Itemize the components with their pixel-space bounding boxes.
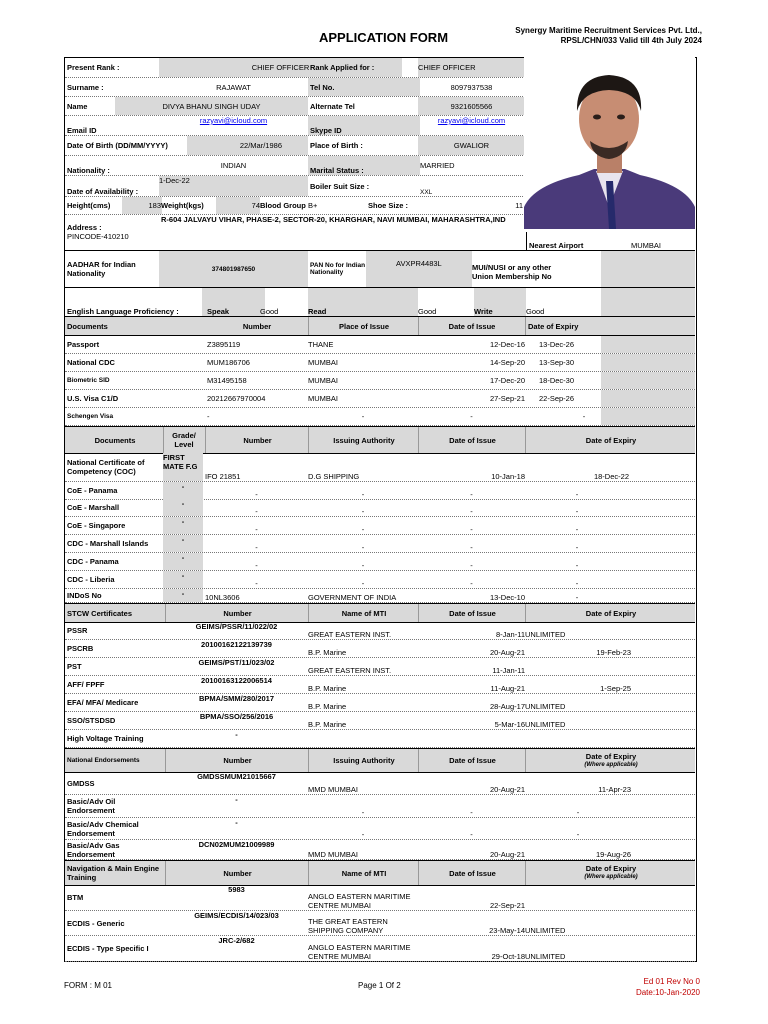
revision-number: Ed 01 Rev No 0 bbox=[643, 977, 700, 986]
shoe-value[interactable]: 11 bbox=[515, 201, 523, 210]
write-label: Write bbox=[474, 288, 526, 316]
endorse-number[interactable]: - bbox=[235, 818, 238, 827]
stcw-header-expiry: Date of Expiry bbox=[525, 604, 696, 622]
revision-date: Date:10-Jan-2020 bbox=[635, 988, 700, 997]
nav-issue[interactable]: 29-Oct-18 bbox=[491, 952, 525, 961]
endorse-number[interactable]: DCN02MUM21009989 bbox=[198, 840, 275, 849]
stcw-issue[interactable]: 20-Aug-21 bbox=[489, 648, 525, 657]
coc-header-expiry: Date of Expiry bbox=[525, 427, 696, 453]
coc-doc: National Certificate of Competency (COC) bbox=[67, 458, 145, 476]
form-number: FORM : M 01 bbox=[64, 981, 113, 990]
table-row bbox=[65, 730, 695, 748]
row-email bbox=[65, 116, 525, 136]
address-label: Address : bbox=[67, 223, 102, 232]
doc-number[interactable]: M31495158 bbox=[207, 376, 247, 385]
write-value[interactable]: Good bbox=[526, 307, 545, 316]
endorse-number[interactable]: - bbox=[235, 795, 238, 804]
coc-header-issue: Date of Issue bbox=[418, 427, 526, 453]
doc-expiry[interactable]: - bbox=[582, 412, 586, 421]
doc-name: National CDC bbox=[67, 358, 115, 367]
coc-grade[interactable]: - bbox=[163, 589, 203, 602]
english-label: English Language Proficiency : bbox=[67, 307, 179, 316]
stcw-cert: SSO/STSDSD bbox=[67, 716, 116, 725]
marital-value[interactable]: MARRIED bbox=[420, 161, 455, 170]
stcw-number[interactable]: - bbox=[235, 730, 238, 739]
stcw-issue[interactable]: 5-Mar-16 bbox=[494, 720, 525, 729]
availability-label: Date of Availability : bbox=[67, 187, 139, 196]
stcw-expiry[interactable] bbox=[525, 658, 695, 675]
email-label: Email ID bbox=[67, 126, 97, 135]
read-value[interactable]: Good bbox=[418, 307, 437, 316]
blood-label: Blood Group bbox=[260, 201, 306, 210]
nav-expiry[interactable] bbox=[525, 885, 695, 910]
airport-value[interactable]: MUMBAI bbox=[631, 241, 661, 250]
nav-issue[interactable]: 22-Sep-21 bbox=[489, 901, 525, 910]
shoe-label: Shoe Size : bbox=[368, 201, 409, 210]
coc-grade[interactable]: - bbox=[163, 553, 203, 570]
coc-number[interactable]: 10NL3606 bbox=[205, 593, 240, 602]
endorse-header-number: Number bbox=[165, 749, 309, 772]
stcw-expiry[interactable]: UNLIMITED bbox=[525, 702, 566, 711]
stcw-number[interactable]: GEIMS/PST/11/023/02 bbox=[198, 658, 275, 667]
coc-grade[interactable]: - bbox=[163, 499, 203, 516]
table-row bbox=[65, 390, 695, 408]
endorse-header-cert: National Endorsements bbox=[67, 757, 140, 764]
coc-doc: INDoS No bbox=[67, 591, 102, 600]
stcw-number[interactable]: GEIMS/PSSR/11/022/02 bbox=[195, 622, 278, 631]
endorse-number[interactable]: GMDSSMUM21015667 bbox=[197, 772, 276, 781]
endorse-cert: Basic/Adv Oil Endorsement bbox=[67, 797, 116, 815]
table-row bbox=[65, 354, 695, 372]
coc-grade[interactable]: FIRST MATE F.G bbox=[163, 453, 203, 481]
availability-value[interactable]: 1-Dec-22 bbox=[159, 176, 308, 196]
table-row bbox=[65, 453, 695, 482]
coc-issue[interactable]: - bbox=[470, 490, 473, 499]
endorse-cert: Basic/Adv Chemical Endorsement bbox=[67, 819, 139, 838]
stcw-cert: PSSR bbox=[67, 626, 88, 635]
nav-header-expiry bbox=[525, 861, 696, 885]
stcw-cert: PSCRB bbox=[67, 644, 94, 653]
doc-issue[interactable]: 17-Dec-20 bbox=[489, 376, 525, 385]
coc-number[interactable]: - bbox=[255, 543, 258, 552]
coc-issue[interactable]: 13-Dec-10 bbox=[489, 593, 525, 602]
coc-doc: CoE - Panama bbox=[67, 486, 118, 495]
stcw-mti[interactable]: B.P. Marine bbox=[308, 720, 347, 729]
doc-number[interactable]: Z3895119 bbox=[207, 340, 241, 349]
table-row bbox=[65, 482, 695, 500]
endorse-authority[interactable]: - bbox=[361, 830, 365, 839]
rank-applied-value[interactable]: CHIEF OFFICER bbox=[418, 58, 525, 77]
marital-label: Marital Status : bbox=[308, 156, 420, 175]
skype-link[interactable]: razyavi@icloud.com bbox=[437, 116, 506, 125]
company-name: Synergy Maritime Recruitment Services Pvt. Ltd., bbox=[515, 26, 702, 35]
doc-filler bbox=[601, 390, 695, 407]
coc-authority[interactable]: - bbox=[361, 525, 365, 534]
table-row bbox=[65, 372, 695, 390]
nav-cert: ECDIS - Type Specific I bbox=[67, 944, 149, 953]
coc-authority[interactable]: - bbox=[361, 507, 365, 516]
coc-header-grade: Grade/ Level bbox=[163, 427, 204, 453]
mui-value[interactable] bbox=[601, 251, 695, 287]
weight-label: Weight(kgs) bbox=[161, 201, 204, 210]
dob-label: Date Of Birth (DD/MM/YYYY) bbox=[67, 141, 168, 150]
docs-header-number: Number bbox=[242, 321, 272, 331]
table-row bbox=[65, 818, 695, 840]
nav-expiry[interactable]: UNLIMITED bbox=[525, 952, 566, 961]
table-row bbox=[65, 517, 695, 535]
coc-grade[interactable]: - bbox=[163, 571, 203, 588]
coc-expiry[interactable]: - bbox=[575, 525, 579, 534]
endorse-expiry-title: Date of Expiry bbox=[585, 751, 637, 761]
rank-applied-label: Rank Applied for : bbox=[310, 63, 375, 72]
stcw-mti[interactable]: GREAT EASTERN INST. bbox=[308, 666, 392, 675]
pob-value[interactable]: GWALIOR bbox=[418, 136, 525, 155]
endorse-header-authority: Issuing Authority bbox=[308, 749, 419, 772]
coc-grade[interactable]: - bbox=[163, 535, 203, 552]
nav-cert: BTM bbox=[67, 893, 84, 902]
table-row bbox=[65, 911, 695, 936]
coc-issue[interactable]: - bbox=[470, 543, 473, 552]
doc-issue[interactable]: 14-Sep-20 bbox=[489, 358, 525, 367]
doc-place[interactable]: MUMBAI bbox=[308, 394, 338, 403]
doc-name: Passport bbox=[67, 340, 100, 349]
doc-expiry[interactable]: 13-Sep-30 bbox=[539, 358, 575, 367]
stcw-expiry[interactable]: UNLIMITED bbox=[525, 630, 566, 639]
coc-authority[interactable]: - bbox=[361, 490, 365, 499]
coc-grade[interactable]: - bbox=[163, 482, 203, 499]
coc-issue[interactable]: - bbox=[470, 579, 473, 588]
stcw-cert: AFF/ FPFF bbox=[67, 680, 105, 689]
revision-info bbox=[636, 976, 700, 998]
endorse-expiry[interactable]: 11-Apr-23 bbox=[598, 785, 631, 794]
endorse-expiry-note: (Where applicable) bbox=[584, 761, 638, 768]
doc-number[interactable]: 20212667970004 bbox=[207, 394, 266, 403]
coc-expiry[interactable]: 18-Dec-22 bbox=[593, 472, 629, 481]
stcw-expiry[interactable]: 19-Feb-23 bbox=[596, 648, 631, 657]
nav-mti[interactable]: THE GREAT EASTERN SHIPPING COMPANY bbox=[308, 917, 388, 935]
present-rank-label: Present Rank : bbox=[67, 63, 120, 72]
nav-header-mti: Name of MTI bbox=[308, 861, 419, 885]
coc-header bbox=[65, 426, 695, 454]
aadhar-value[interactable]: 374801987650 bbox=[159, 251, 308, 287]
read-label: Read bbox=[308, 288, 418, 316]
speak-value[interactable]: Good bbox=[260, 307, 279, 316]
doc-filler bbox=[601, 408, 695, 425]
table-row bbox=[65, 553, 695, 571]
stcw-cert: EFA/ MFA/ Medicare bbox=[67, 698, 139, 707]
coc-expiry[interactable]: - bbox=[575, 507, 579, 516]
coc-authority[interactable]: GOVERNMENT OF INDIA bbox=[308, 593, 397, 602]
table-row bbox=[65, 658, 695, 676]
stcw-header-cert: STCW Certificates bbox=[67, 608, 133, 618]
nav-expiry-note: (Where applicable) bbox=[584, 874, 638, 880]
coc-authority[interactable]: - bbox=[361, 579, 365, 588]
stcw-mti[interactable]: GREAT EASTERN INST. bbox=[308, 630, 392, 639]
endorse-cert: Basic/Adv Gas Endorsement bbox=[67, 840, 120, 859]
table-row bbox=[65, 885, 695, 911]
endorse-expiry[interactable]: - bbox=[576, 830, 580, 839]
table-row bbox=[65, 535, 695, 553]
table-row bbox=[65, 840, 695, 860]
stcw-issue[interactable] bbox=[418, 730, 525, 747]
nav-mti[interactable]: ANGLO EASTERN MARITIME CENTRE MUMBAI bbox=[308, 943, 411, 961]
docs-header-issue: Date of Issue bbox=[418, 317, 525, 335]
portrait-image bbox=[524, 57, 695, 229]
stcw-expiry[interactable] bbox=[525, 730, 695, 747]
nationality-value[interactable]: INDIAN bbox=[220, 161, 247, 170]
stcw-issue[interactable]: 28-Aug-17 bbox=[489, 702, 525, 711]
pan-label: PAN No for Indian Nationality bbox=[310, 262, 366, 276]
weight-value[interactable]: 74 bbox=[216, 197, 260, 214]
coc-grade[interactable]: - bbox=[163, 517, 203, 534]
nav-header-number: Number bbox=[165, 861, 309, 885]
dob-value[interactable]: 22/Mar/1986 bbox=[187, 136, 308, 155]
stcw-number[interactable]: BPMA/SMM/280/2017 bbox=[198, 694, 275, 703]
tel-label: Tel No. bbox=[308, 78, 420, 96]
doc-place[interactable]: - bbox=[361, 412, 365, 421]
endorse-header-expiry bbox=[525, 749, 696, 772]
row-english bbox=[65, 288, 695, 317]
nav-header bbox=[65, 860, 695, 886]
doc-name: U.S. Visa C1/D bbox=[67, 394, 119, 403]
coc-doc: CDC - Liberia bbox=[67, 575, 115, 584]
stcw-number[interactable]: 20100163122006514 bbox=[201, 676, 272, 685]
alt-tel-label: Alternate Tel bbox=[310, 101, 355, 111]
mui-label: MUI/NUSI or any other Union Membership No bbox=[472, 263, 552, 281]
coc-authority[interactable]: - bbox=[361, 561, 365, 570]
endorse-expiry[interactable]: 19-Aug-26 bbox=[595, 850, 631, 859]
endorse-expiry[interactable]: - bbox=[576, 808, 580, 817]
doc-number[interactable]: MUM186706 bbox=[207, 358, 250, 367]
endorse-issue[interactable]: 20-Aug-21 bbox=[489, 785, 525, 794]
row-pincode bbox=[65, 232, 695, 251]
table-row bbox=[65, 640, 695, 658]
row-nationality bbox=[65, 156, 525, 176]
docs-header-expiry: Date of Expiry bbox=[525, 317, 628, 335]
aadhar-label: AADHAR for Indian Nationality bbox=[67, 260, 136, 278]
table-row bbox=[65, 622, 695, 640]
row-rank bbox=[65, 58, 525, 78]
nav-expiry-title: Date of Expiry bbox=[585, 864, 637, 873]
doc-filler bbox=[601, 354, 695, 371]
company-info bbox=[515, 26, 702, 46]
coc-doc: CoE - Singapore bbox=[67, 521, 126, 530]
stcw-issue[interactable]: 8-Jan-11 bbox=[495, 630, 525, 639]
doc-expiry[interactable]: 18-Dec-30 bbox=[539, 376, 575, 385]
skype-label: Skype ID bbox=[308, 116, 420, 135]
doc-number[interactable]: - bbox=[207, 412, 210, 421]
table-row bbox=[65, 772, 695, 795]
row-availability bbox=[65, 176, 525, 197]
airport-label: Nearest Airport bbox=[526, 232, 632, 250]
nav-header-issue: Date of Issue bbox=[418, 861, 526, 885]
docs-header-place: Place of Issue bbox=[308, 317, 419, 335]
endorse-issue[interactable]: - bbox=[470, 830, 473, 839]
table-row bbox=[65, 408, 695, 426]
coc-issue[interactable]: - bbox=[470, 561, 473, 570]
coc-expiry[interactable]: - bbox=[575, 561, 579, 570]
doc-expiry[interactable]: 13-Dec-26 bbox=[539, 340, 575, 349]
coc-number[interactable]: IFO 21851 bbox=[205, 472, 241, 481]
tel-value[interactable]: 8097937538 bbox=[450, 82, 493, 92]
docs-header bbox=[65, 317, 695, 336]
email-cell bbox=[159, 116, 308, 135]
stcw-mti[interactable]: B.P. Marine bbox=[308, 684, 347, 693]
endorse-authority[interactable]: - bbox=[361, 808, 365, 817]
stcw-expiry[interactable]: UNLIMITED bbox=[525, 720, 566, 729]
nationality-label: Nationality : bbox=[67, 166, 110, 175]
stcw-cert: PST bbox=[67, 662, 82, 671]
blood-value[interactable]: B+ bbox=[308, 201, 318, 210]
endorse-header-issue: Date of Issue bbox=[418, 749, 526, 772]
skype-cell bbox=[418, 116, 525, 135]
coc-number[interactable]: - bbox=[255, 579, 258, 588]
stcw-cert: High Voltage Training bbox=[67, 734, 144, 743]
boiler-value[interactable]: XXL bbox=[420, 189, 433, 196]
doc-filler bbox=[601, 372, 695, 389]
doc-place[interactable]: MUMBAI bbox=[308, 358, 338, 367]
endorse-cert: GMDSS bbox=[67, 778, 95, 788]
stcw-mti[interactable]: B.P. Marine bbox=[308, 648, 347, 657]
doc-place[interactable]: THANE bbox=[308, 340, 334, 349]
surname-label: Surname : bbox=[67, 82, 104, 92]
endorse-issue[interactable]: 20-Aug-21 bbox=[489, 850, 525, 859]
doc-filler bbox=[601, 336, 695, 353]
stcw-header-mti: Name of MTI bbox=[308, 604, 419, 622]
stcw-issue[interactable]: 11-Aug-21 bbox=[490, 684, 525, 693]
endorse-authority[interactable]: MMD MUMBAI bbox=[308, 850, 358, 859]
nav-number[interactable]: JRC-2/682 bbox=[218, 936, 255, 945]
speak-label: Speak bbox=[202, 288, 265, 316]
table-row bbox=[65, 712, 695, 730]
table-row bbox=[65, 499, 695, 517]
height-label: Height(cms) bbox=[67, 201, 111, 210]
coc-number[interactable]: - bbox=[255, 490, 258, 499]
doc-expiry[interactable]: 22-Sep-26 bbox=[539, 394, 575, 403]
endorse-issue[interactable]: - bbox=[470, 808, 473, 817]
row-aadhar bbox=[65, 251, 695, 288]
coc-header-doc: Documents bbox=[94, 435, 136, 445]
table-row bbox=[65, 936, 695, 962]
height-value[interactable]: 183 bbox=[122, 197, 162, 214]
coc-authority[interactable]: - bbox=[361, 543, 365, 552]
coc-doc: CDC - Panama bbox=[67, 557, 119, 566]
table-row bbox=[65, 336, 695, 354]
stcw-header-issue: Date of Issue bbox=[418, 604, 526, 622]
name-value[interactable]: DIVYA BHANU SINGH UDAY bbox=[115, 97, 308, 115]
table-row bbox=[65, 589, 695, 603]
email-link[interactable]: razyavi@icloud.com bbox=[199, 116, 268, 125]
coc-expiry[interactable]: - bbox=[575, 490, 579, 499]
coc-doc: CoE - Marshall bbox=[67, 503, 120, 512]
pincode-value[interactable]: PINCODE-410210 bbox=[67, 232, 129, 241]
nav-number[interactable]: 5983 bbox=[228, 885, 245, 894]
english-filler bbox=[601, 288, 695, 316]
row-height bbox=[65, 197, 525, 215]
row-dob bbox=[65, 136, 525, 156]
nav-issue[interactable]: 23-May-14 bbox=[489, 926, 525, 935]
nav-cert: ECDIS - Generic bbox=[67, 918, 125, 928]
coc-header-number: Number bbox=[205, 427, 309, 453]
stcw-number[interactable]: BPMA/SSO/256/2016 bbox=[199, 712, 274, 721]
doc-name: Biometric SID bbox=[67, 377, 110, 384]
name-label: Name bbox=[67, 101, 88, 111]
row-name bbox=[65, 97, 525, 116]
page-number: Page 1 Of 2 bbox=[358, 981, 401, 990]
coc-issue[interactable]: 10-Jan-18 bbox=[491, 472, 525, 481]
coc-issue[interactable]: - bbox=[470, 525, 473, 534]
doc-issue[interactable]: 12-Dec-16 bbox=[489, 340, 525, 349]
nav-expiry[interactable]: UNLIMITED bbox=[525, 926, 566, 935]
doc-issue[interactable]: - bbox=[470, 412, 473, 421]
row-surname bbox=[65, 78, 525, 97]
coc-doc: CDC - Marshall Islands bbox=[67, 539, 149, 548]
stcw-mti[interactable]: B.P. Marine bbox=[308, 702, 347, 711]
address-value[interactable]: R-604 JALVAYU VIHAR, PHASE-2, SECTOR-20, KHARGHAR, NAVI MUMBAI, MAHARASHTRA,IND bbox=[161, 215, 506, 224]
nav-header-cert: Navigation & Main Engine Training bbox=[67, 864, 160, 882]
table-row bbox=[65, 795, 695, 818]
table-row bbox=[65, 694, 695, 712]
docs-header-doc: Documents bbox=[67, 321, 108, 331]
nav-mti[interactable]: ANGLO EASTERN MARITIME CENTRE MUMBAI bbox=[308, 892, 411, 910]
boiler-label: Boiler Suit Size : bbox=[310, 181, 370, 191]
present-rank-value[interactable]: CHIEF OFFICER bbox=[159, 58, 402, 77]
endorse-authority[interactable]: MMD MUMBAI bbox=[308, 785, 358, 794]
coc-number[interactable]: - bbox=[255, 507, 258, 516]
stcw-header-number: Number bbox=[165, 604, 309, 622]
applicant-photo bbox=[524, 57, 695, 229]
doc-issue[interactable]: 27-Sep-21 bbox=[489, 394, 525, 403]
coc-header-authority: Issuing Authority bbox=[308, 427, 419, 453]
table-row bbox=[65, 571, 695, 589]
stcw-issue[interactable]: 11-Jan-11 bbox=[492, 666, 525, 675]
endorse-header bbox=[65, 748, 695, 773]
pan-value[interactable]: AVXPR4483L bbox=[396, 251, 472, 287]
stcw-number[interactable]: 20100162122139739 bbox=[201, 640, 272, 649]
coc-expiry[interactable]: - bbox=[575, 579, 579, 588]
coc-authority[interactable]: D.G SHIPPING bbox=[308, 472, 360, 481]
coc-number[interactable]: - bbox=[255, 525, 258, 534]
rpsl-number: RPSL/CHN/033 Valid till 4th July 2024 bbox=[560, 36, 702, 45]
coc-number[interactable]: - bbox=[255, 561, 258, 570]
surname-value[interactable]: RAJAWAT bbox=[216, 82, 251, 92]
doc-name: Schengen Visa bbox=[67, 413, 114, 420]
coc-expiry[interactable]: - bbox=[575, 543, 579, 552]
coc-expiry[interactable]: - bbox=[575, 593, 579, 602]
nav-number[interactable]: GEIMS/ECDIS/14/023/03 bbox=[194, 911, 279, 920]
pob-label: Place of Birth : bbox=[310, 141, 363, 150]
stcw-header bbox=[65, 603, 695, 623]
stcw-expiry[interactable]: 1-Sep-25 bbox=[600, 684, 631, 693]
alt-tel-value[interactable]: 9321605566 bbox=[418, 97, 525, 115]
form-title: APPLICATION FORM bbox=[319, 30, 449, 45]
table-row bbox=[65, 676, 695, 694]
stcw-mti[interactable] bbox=[308, 730, 418, 747]
coc-issue[interactable]: - bbox=[470, 507, 473, 516]
doc-place[interactable]: MUMBAI bbox=[308, 376, 338, 385]
